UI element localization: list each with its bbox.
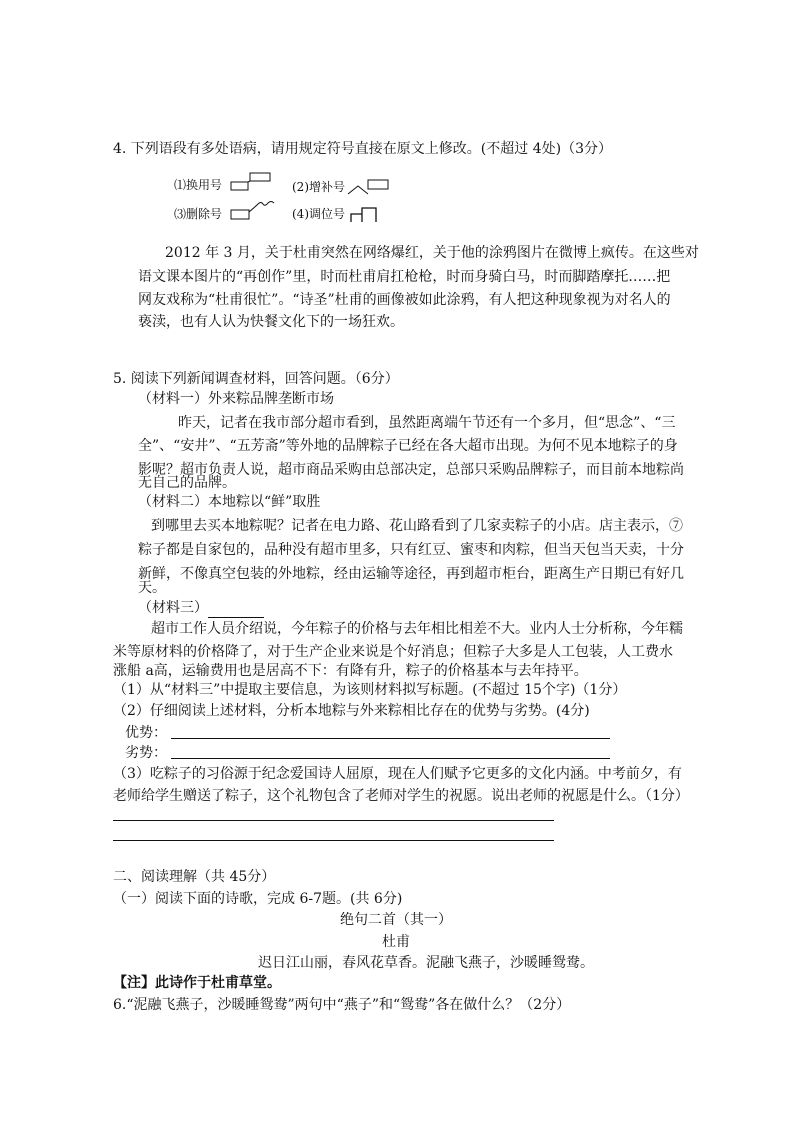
transpose-mark-icon <box>348 202 384 226</box>
disadvantage-label: 劣势： <box>125 745 167 761</box>
material-3-line-3: 涨船 a高，运输费用也是居高不下：有降有升，粽子的价格基本与去年持平。 <box>113 663 588 679</box>
symbol-label-replace: ⑴换用号 <box>174 178 223 192</box>
q5-stem: 5. 阅读下列新闻调查材料，回答问题。（6分） <box>113 371 399 387</box>
poem-title: 绝句二首（其一） <box>340 912 452 928</box>
delete-mark-icon <box>228 198 278 222</box>
q5-sub2: （2）仔细阅读上述材料，分析本地粽与外来粽相比存在的优势与劣势。(4分) <box>113 703 590 719</box>
insert-mark-icon <box>346 176 392 198</box>
poem-author: 杜甫 <box>382 934 410 950</box>
poem-text: 迟日江山丽，春风花草香。泥融飞燕子，沙暖睡鸳鸯。 <box>258 955 594 971</box>
q4-passage-line-2: 语文课本图片的“再创作”里，时而杜甫肩扛枪枪，时而身骑白马，时而脚踏摩托……把 <box>138 269 671 285</box>
replace-mark-icon <box>228 170 274 192</box>
q4-passage-line-4: 亵渎，也有人认为快餐文化下的一场狂欢。 <box>138 314 404 330</box>
section-2-title: 二、阅读理解（共 45分） <box>113 869 276 885</box>
material-1-line-2: 全”、“安井”、“五芳斋”等外地的品牌粽子已经在各大超市出现。为何不见本地粽子的身 <box>138 438 678 454</box>
material-2-line-4: 天。 <box>138 580 166 596</box>
symbol-label-insert: (2)增补号 <box>292 180 345 194</box>
material-2-line-1: 到哪里去买本地粽呢？记者在电力路、花山路看到了几家卖粽子的小店。店主表示，⑦ <box>151 518 683 534</box>
material-1-line-1: 昨天，记者在我市部分超市看到，虽然距离端午节还有一个多月，但“思念”、“三 <box>178 415 676 431</box>
q5-sub1: （1）从“材料三”中提取主要信息，为该则材料拟写标题。(不超过 15个字)（1分） <box>113 682 627 698</box>
material-2-title: （材料二）本地粽以“鲜”取胜 <box>138 494 321 510</box>
material-3-title-blank[interactable] <box>208 603 264 618</box>
material-3-line-2: 米等原材料的价格降了，对于生产企业来说是个好消息；但粽子大多是人工包装，人工费水 <box>113 644 673 660</box>
q4-passage-line-3: 网友戏称为“杜甫很忙”。“诗圣”杜甫的画像被如此涂鸦，有人把这种现象视为对名人的 <box>138 292 671 308</box>
poem-note: 【注】此诗作于杜甫草堂。 <box>113 975 281 991</box>
material-1-title: （材料一）外来粽品牌垄断市场 <box>138 391 334 407</box>
q4-passage-line-1: 2012 年 3 月，关于杜甫突然在网络爆红，关于他的涂鸦图片在微博上疯传。在这些对 <box>165 245 699 261</box>
material-3-title-text: （材料三） <box>138 600 208 616</box>
advantage-label: 优势： <box>125 725 167 741</box>
q5-sub3-line-1: （3）吃粽子的习俗源于纪念爱国诗人屈原，现在人们赋予它更多的文化内涵。中考前夕，有 <box>113 766 682 782</box>
q5-sub3-line-2: 老师给学生赠送了粽子，这个礼物包含了老师对学生的祝愿。说出老师的祝愿是什么。（1分） <box>113 788 689 804</box>
question-6: 6.“泥融飞燕子，沙暖睡鸳鸯”两句中“燕子”和“鸳鸯”各在做什么？（2分） <box>113 997 571 1013</box>
symbol-label-delete: ⑶删除号 <box>174 207 223 221</box>
q5-sub3-answer-line-2[interactable] <box>113 840 554 841</box>
symbol-label-transpose: (4)调位号 <box>292 207 345 221</box>
material-3-title <box>138 598 264 618</box>
material-1-line-4: 无自己的品牌。 <box>138 475 236 491</box>
material-2-line-3: 新鲜，不像真空包装的外地粽，经由运输等途径，再到超市柜台，距离生产日期已有好几 <box>138 566 684 582</box>
advantage-answer-line[interactable] <box>171 738 610 739</box>
material-1-line-3: 影呢？超市负责人说，超市商品采购由总部决定，总部只采购品牌粽子，而目前本地粽尚 <box>138 462 684 478</box>
section-2-part-1: （一）阅读下面的诗歌，完成 6-7题。(共 6分) <box>113 891 403 907</box>
material-2-line-2: 粽子都是自家包的，品种没有超市里多，只有红豆、蜜枣和肉粽，但当天包当天卖，十分 <box>138 542 684 558</box>
q5-sub3-answer-line-1[interactable] <box>113 820 554 821</box>
q4-stem: 4. 下列语段有多处语病，请用规定符号直接在原文上修改。(不超过 4处)（3分） <box>113 141 612 157</box>
material-3-line-1: 超市工作人员介绍说，今年粽子的价格与去年相比相差不大。业内人士分析称，今年糯 <box>151 621 683 637</box>
disadvantage-answer-line[interactable] <box>171 758 610 759</box>
